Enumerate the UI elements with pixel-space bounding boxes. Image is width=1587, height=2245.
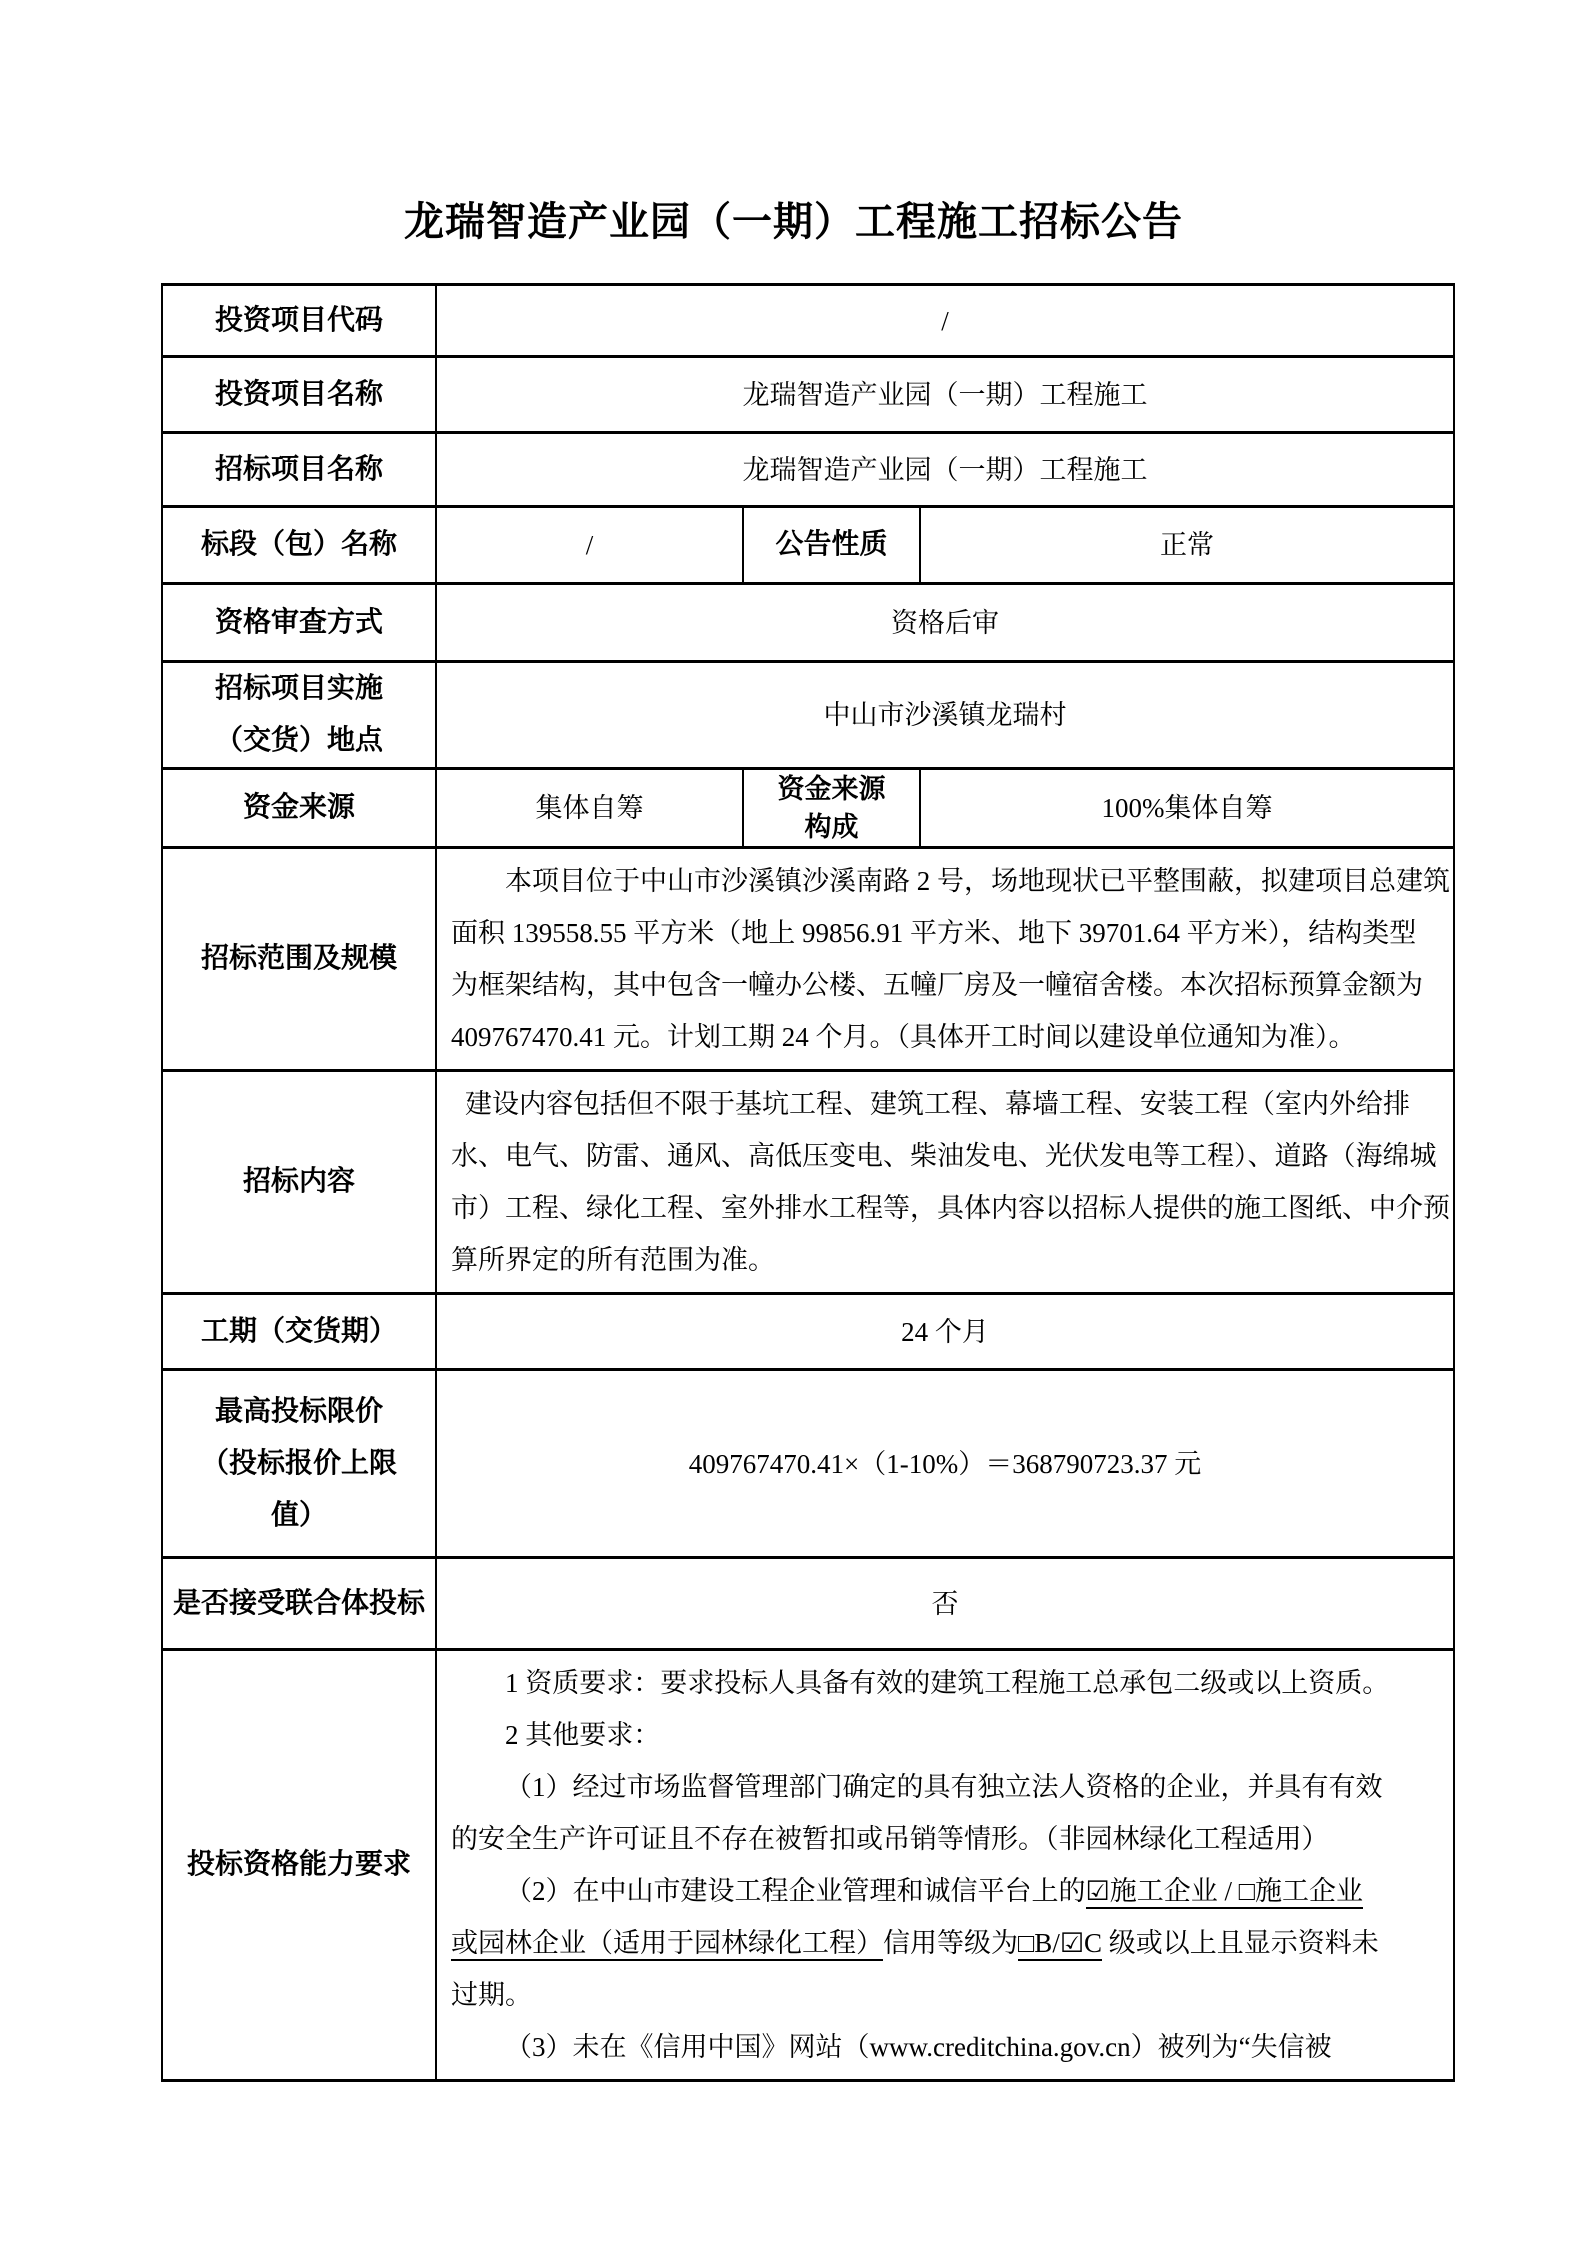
tender-content-label: 招标内容 xyxy=(162,1071,436,1294)
scope-line: 本项目位于中山市沙溪镇沙溪南路 2 号，场地现状已平整围蔽，拟建项目总建筑 xyxy=(505,866,1450,896)
scope-line: 为框架结构，其中包含一幢办公楼、五幢厂房及一幢宿舍楼。本次招标预算金额为 xyxy=(451,970,1423,1000)
table-row xyxy=(162,285,1454,357)
page-title: 龙瑞智造产业园（一期）工程施工招标公告 xyxy=(404,199,1183,244)
consortium-bid-label: 是否接受联合体投标 xyxy=(162,1558,436,1650)
funding-composition-label-line: 资金来源 xyxy=(777,774,886,804)
scope-line: 409767470.41 元。计划工期 24 个月。（具体开工时间以建设单位通知为准）。 xyxy=(451,1022,1356,1052)
funding-composition-label xyxy=(743,769,920,848)
qualification-review-value: 资格后审 xyxy=(436,584,1454,662)
table-row xyxy=(162,1558,1454,1650)
section-name-value: / xyxy=(436,507,743,584)
qualification-line: 的安全生产许可证且不存在被暂扣或吊销等情形。（非园林绿化工程适用） xyxy=(451,1824,1329,1854)
price-limit-label-line: 最高投标限价 xyxy=(214,1395,383,1427)
qualification-line: （1）经过市场监督管理部门确定的具有独立法人资格的企业，并具有有效 xyxy=(505,1772,1383,1802)
table-row xyxy=(162,1294,1454,1370)
tender-scope-value xyxy=(436,848,1454,1071)
bidder-qualification-label: 投标资格能力要求 xyxy=(162,1650,436,2081)
investment-code-label: 投资项目代码 xyxy=(162,285,436,357)
qualification-line: 1 资质要求：要求投标人具备有效的建筑工程施工总承包二级或以上资质。 xyxy=(505,1668,1390,1698)
underlined-segment: 或园林企业（适用于园林绿化工程） xyxy=(451,1928,883,1961)
tender-name-label: 招标项目名称 xyxy=(162,433,436,507)
section-name-label: 标段（包）名称 xyxy=(162,507,436,584)
content-line: 算所界定的所有范围为准。 xyxy=(451,1245,775,1275)
qualification-review-label: 资格审查方式 xyxy=(162,584,436,662)
scope-line: 面积 139558.55 平方米（地上 99856.91 平方米、地下 39701.64 平方米），结构类型 xyxy=(451,918,1417,948)
investment-name-value: 龙瑞智造产业园（一期）工程施工 xyxy=(436,357,1454,433)
delivery-location-label xyxy=(162,662,436,769)
qualification-line: 过期。 xyxy=(451,1980,532,2010)
price-limit-label-line: 值） xyxy=(270,1499,327,1531)
consortium-bid-value: 否 xyxy=(436,1558,1454,1650)
content-line: 市）工程、绿化工程、室外排水工程等，具体内容以招标人提供的施工图纸、中介预 xyxy=(451,1193,1450,1223)
funding-composition-label-line: 构成 xyxy=(804,812,859,842)
tender-content-value xyxy=(436,1071,1454,1294)
funding-composition-value: 100%集体自筹 xyxy=(920,769,1454,848)
table-row xyxy=(162,433,1454,507)
delivery-location-label-line: 招标项目实施 xyxy=(214,673,383,704)
plain-segment: 信用等级为 xyxy=(883,1928,1018,1958)
table-row xyxy=(162,1370,1454,1558)
tender-scope-label: 招标范围及规模 xyxy=(162,848,436,1071)
delivery-location-label-line: （交货）地点 xyxy=(214,725,383,756)
funding-source-value: 集体自筹 xyxy=(436,769,743,848)
duration-value: 24 个月 xyxy=(436,1294,1454,1370)
content-line: 水、电气、防雷、通风、高低压变电、柴油发电、光伏发电等工程）、道路（海绵城 xyxy=(451,1141,1437,1171)
notice-nature-label: 公告性质 xyxy=(743,507,920,584)
price-limit-label-line: （投标报价上限 xyxy=(200,1447,397,1479)
notice-nature-value: 正常 xyxy=(920,507,1454,584)
duration-label: 工期（交货期） xyxy=(162,1294,436,1370)
checkbox-options-underlined-segment: ☑施工企业 / □施工企业 xyxy=(1086,1876,1364,1909)
qualification-line: 2 其他要求： xyxy=(505,1720,661,1750)
investment-name-label: 投资项目名称 xyxy=(162,357,436,433)
price-limit-label xyxy=(162,1370,436,1558)
table-row xyxy=(162,662,1454,769)
table-row xyxy=(162,584,1454,662)
delivery-location-value: 中山市沙溪镇龙瑞村 xyxy=(436,662,1454,769)
qualification-line xyxy=(451,1865,1439,1917)
table-row xyxy=(162,1650,1454,2081)
announcement-table xyxy=(161,283,1455,2082)
credit-grade-underlined-segment: □B/☑C xyxy=(1018,1928,1102,1961)
table-row xyxy=(162,357,1454,433)
table-row xyxy=(162,848,1454,1071)
content-line: 建设内容包括但不限于基坑工程、建筑工程、幕墙工程、安装工程（室内外给排 xyxy=(465,1089,1410,1119)
table-row xyxy=(162,507,1454,584)
table-row xyxy=(162,769,1454,848)
qualification-line: （3）未在《信用中国》网站（www.creditchina.gov.cn）被列为“失信被 xyxy=(505,2032,1332,2062)
price-limit-value: 409767470.41×（1-10%）＝368790723.37 元 xyxy=(436,1370,1454,1558)
qualification-line xyxy=(451,1917,1439,1969)
table-row xyxy=(162,1071,1454,1294)
tender-name-value: 龙瑞智造产业园（一期）工程施工 xyxy=(436,433,1454,507)
plain-segment: 级或以上且显示资料未 xyxy=(1108,1928,1379,1958)
funding-source-label: 资金来源 xyxy=(162,769,436,848)
bidder-qualification-value xyxy=(436,1650,1454,2081)
investment-code-value: / xyxy=(436,285,1454,357)
plain-segment: （2）在中山市建设工程企业管理和诚信平台上的 xyxy=(505,1876,1086,1906)
